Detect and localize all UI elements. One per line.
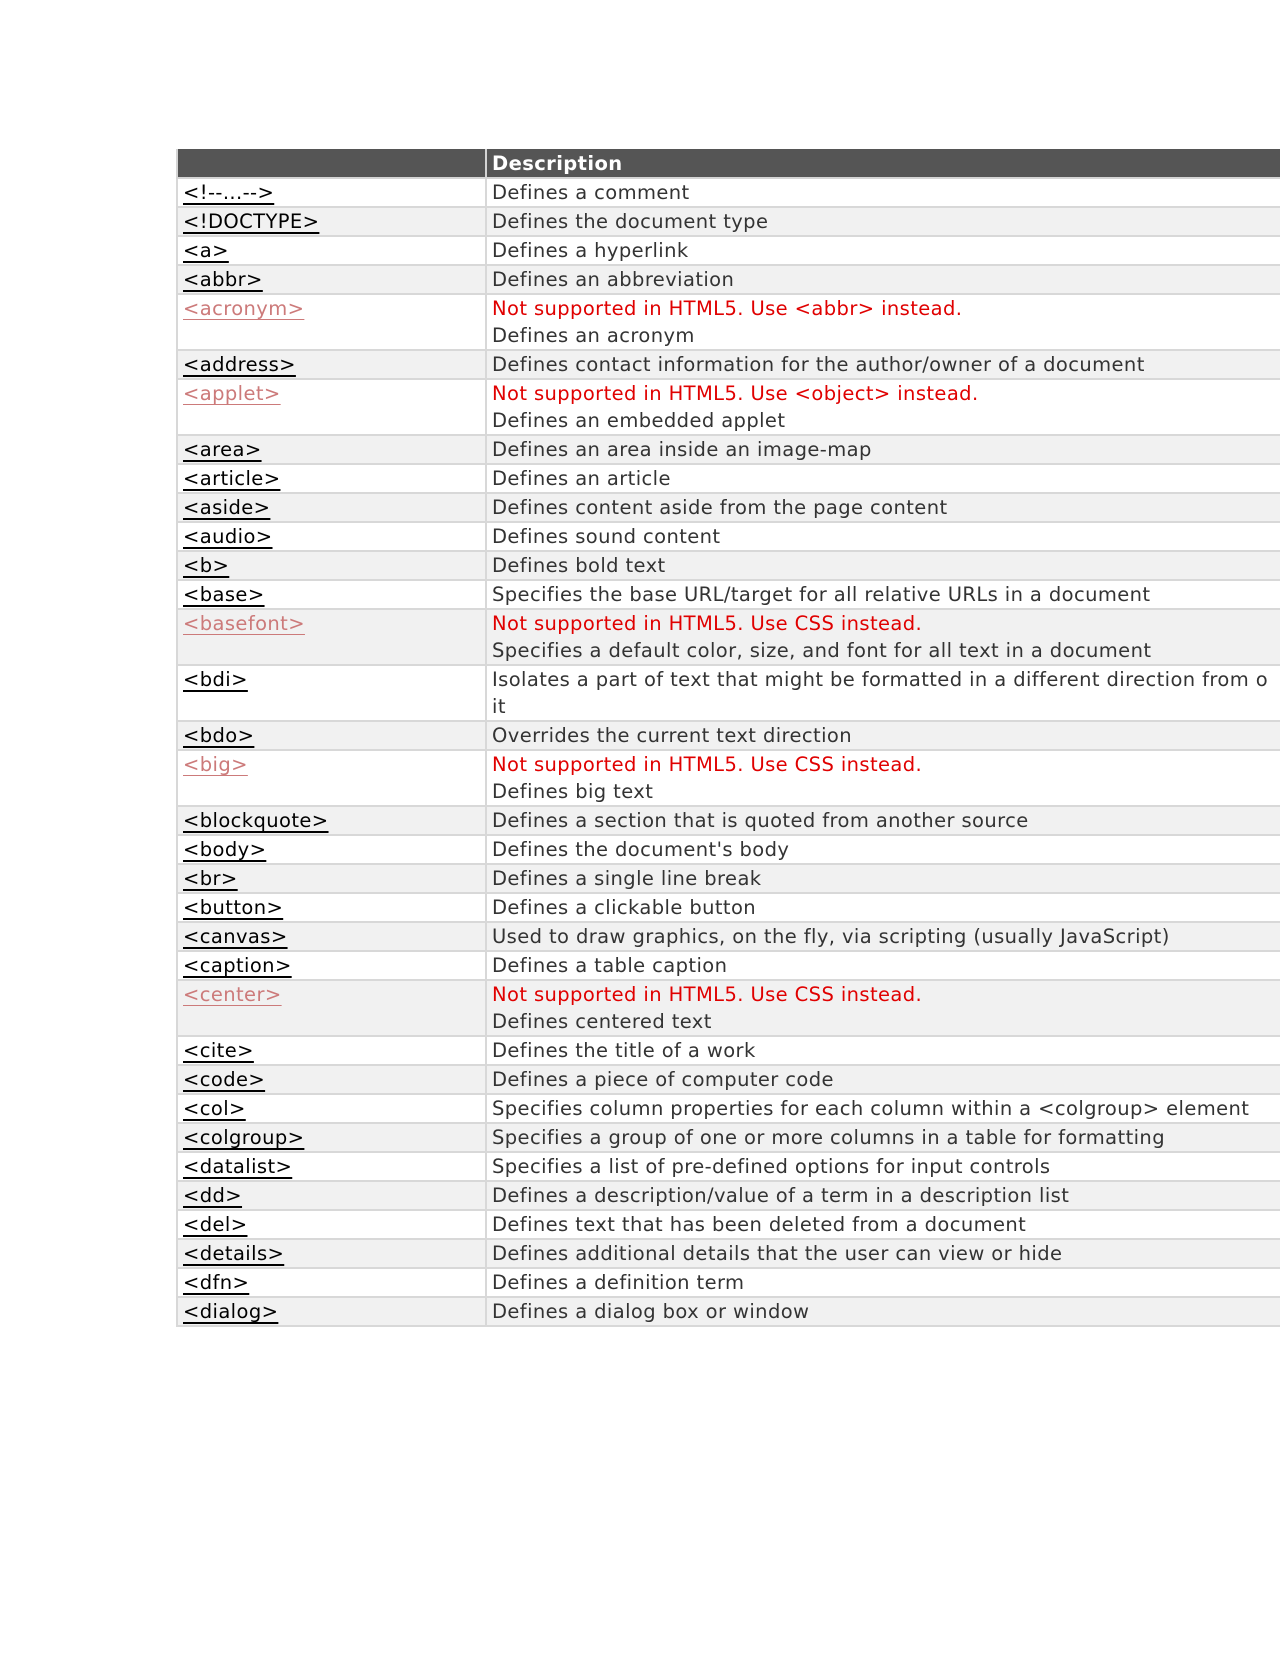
tag-cell xyxy=(177,1181,486,1210)
tag-cell xyxy=(177,1094,486,1123)
description-column-header: Description xyxy=(486,149,1280,178)
tag-cell xyxy=(177,1036,486,1065)
description-text: Defines a description/value of a term in a description list xyxy=(492,1184,1070,1207)
tag-cell xyxy=(177,1123,486,1152)
description-text: Isolates a part of text that might be formatted in a different direction from o xyxy=(492,668,1269,691)
tag-cell xyxy=(177,294,486,350)
description-cell xyxy=(486,665,1280,721)
description-text: Specifies a default color, size, and font for all text in a document xyxy=(492,639,1152,662)
table-row xyxy=(177,207,1280,236)
tag-link[interactable]: <details> xyxy=(183,1242,285,1265)
description-text: Defines a definition term xyxy=(492,1271,745,1294)
tag-cell xyxy=(177,265,486,294)
description-cell xyxy=(486,178,1280,207)
description-text: Defines bold text xyxy=(492,554,666,577)
tag-cell xyxy=(177,951,486,980)
tag-link[interactable]: <colgroup> xyxy=(183,1126,305,1149)
table-row xyxy=(177,1181,1280,1210)
table-row xyxy=(177,1210,1280,1239)
description-text: Defines an embedded applet xyxy=(492,409,786,432)
table-row xyxy=(177,178,1280,207)
tag-link[interactable]: <dfn> xyxy=(183,1271,250,1294)
description-text: Overrides the current text direction xyxy=(492,724,853,747)
description-text: Defines an acronym xyxy=(492,324,695,347)
description-text: Defines the document type xyxy=(492,210,769,233)
description-text: Defines additional details that the user can view or hide xyxy=(492,1242,1063,1265)
tag-cell xyxy=(177,922,486,951)
description-text: Defines a section that is quoted from another source xyxy=(492,809,1029,832)
description-text: Defines a table caption xyxy=(492,954,728,977)
tag-link[interactable]: <body> xyxy=(183,838,267,861)
tag-link[interactable]: <caption> xyxy=(183,954,292,977)
table-row xyxy=(177,1239,1280,1268)
description-cell xyxy=(486,893,1280,922)
tag-link[interactable]: <bdi> xyxy=(183,668,248,691)
tag-cell xyxy=(177,493,486,522)
tag-cell xyxy=(177,980,486,1036)
tag-link[interactable]: <a> xyxy=(183,239,229,262)
tag-link[interactable]: <dd> xyxy=(183,1184,243,1207)
tag-cell xyxy=(177,835,486,864)
tag-cell xyxy=(177,1268,486,1297)
tag-cell xyxy=(177,236,486,265)
table-row xyxy=(177,750,1280,806)
tag-cell xyxy=(177,721,486,750)
tag-link[interactable]: <button> xyxy=(183,896,284,919)
table-row xyxy=(177,464,1280,493)
description-cell xyxy=(486,806,1280,835)
table-row xyxy=(177,1297,1280,1326)
description-cell xyxy=(486,1297,1280,1326)
description-cell xyxy=(486,522,1280,551)
table-row xyxy=(177,493,1280,522)
tag-link[interactable]: <address> xyxy=(183,353,296,376)
tag-link[interactable]: <b> xyxy=(183,554,230,577)
tag-cell xyxy=(177,1239,486,1268)
description-cell xyxy=(486,435,1280,464)
description-cell xyxy=(486,493,1280,522)
table-row xyxy=(177,522,1280,551)
tag-link[interactable]: <del> xyxy=(183,1213,248,1236)
description-text: Defines a single line break xyxy=(492,867,762,890)
table-row xyxy=(177,951,1280,980)
tag-link[interactable]: <big> xyxy=(183,753,248,776)
deprecation-warning: Not supported in HTML5. Use CSS instead. xyxy=(492,753,923,776)
description-cell xyxy=(486,265,1280,294)
tag-cell xyxy=(177,178,486,207)
description-cell xyxy=(486,1239,1280,1268)
description-text: Defines a hyperlink xyxy=(492,239,689,262)
deprecation-warning: Not supported in HTML5. Use <object> instead. xyxy=(492,382,979,405)
description-text: Specifies a group of one or more columns in a table for formatting xyxy=(492,1126,1165,1149)
description-cell xyxy=(486,835,1280,864)
description-cell xyxy=(486,1065,1280,1094)
table-body xyxy=(177,178,1280,1326)
description-cell xyxy=(486,609,1280,665)
tag-link[interactable]: <datalist> xyxy=(183,1155,293,1178)
description-cell xyxy=(486,721,1280,750)
tag-cell xyxy=(177,1065,486,1094)
tag-cell xyxy=(177,893,486,922)
deprecation-warning: Not supported in HTML5. Use CSS instead. xyxy=(492,983,923,1006)
tag-link[interactable]: <base> xyxy=(183,583,265,606)
description-cell xyxy=(486,236,1280,265)
tag-link[interactable]: <bdo> xyxy=(183,724,255,747)
description-cell xyxy=(486,1210,1280,1239)
description-cell xyxy=(486,464,1280,493)
description-text: Specifies column properties for each column within a <colgroup> element xyxy=(492,1097,1250,1120)
description-cell xyxy=(486,1036,1280,1065)
description-text: Defines the title of a work xyxy=(492,1039,756,1062)
tag-cell xyxy=(177,551,486,580)
description-text: Used to draw graphics, on the fly, via scripting (usually JavaScript) xyxy=(492,925,1170,948)
table-row xyxy=(177,864,1280,893)
table-row xyxy=(177,1152,1280,1181)
table-row xyxy=(177,1065,1280,1094)
table-row xyxy=(177,665,1280,721)
table-header-row xyxy=(177,149,1280,178)
table-row xyxy=(177,1094,1280,1123)
table-row xyxy=(177,1123,1280,1152)
table-row xyxy=(177,580,1280,609)
tag-cell xyxy=(177,1297,486,1326)
tag-cell xyxy=(177,806,486,835)
description-cell xyxy=(486,1123,1280,1152)
tag-link[interactable]: <aside> xyxy=(183,496,271,519)
description-text: Defines an article xyxy=(492,467,671,490)
description-text: Defines a dialog box or window xyxy=(492,1300,810,1323)
description-cell xyxy=(486,951,1280,980)
description-cell xyxy=(486,1094,1280,1123)
tag-link[interactable]: <col> xyxy=(183,1097,246,1120)
table-row xyxy=(177,435,1280,464)
description-text: Defines sound content xyxy=(492,525,721,548)
tag-cell xyxy=(177,1152,486,1181)
description-cell xyxy=(486,922,1280,951)
tag-link[interactable]: <audio> xyxy=(183,525,273,548)
description-text: Defines a piece of computer code xyxy=(492,1068,834,1091)
table-row xyxy=(177,350,1280,379)
description-cell xyxy=(486,580,1280,609)
table-row xyxy=(177,835,1280,864)
description-cell xyxy=(486,207,1280,236)
description-cell xyxy=(486,750,1280,806)
tag-link[interactable]: <abbr> xyxy=(183,268,263,291)
description-cell xyxy=(486,980,1280,1036)
tag-link[interactable]: <applet> xyxy=(183,382,281,405)
description-cell xyxy=(486,864,1280,893)
description-text: Defines a comment xyxy=(492,181,690,204)
tag-cell xyxy=(177,379,486,435)
table-row xyxy=(177,609,1280,665)
tag-link[interactable]: <!DOCTYPE> xyxy=(183,210,320,233)
table-row xyxy=(177,1036,1280,1065)
description-text: Defines content aside from the page content xyxy=(492,496,948,519)
tag-link[interactable]: <acronym> xyxy=(183,297,305,320)
tag-link[interactable]: <area> xyxy=(183,438,262,461)
description-cell xyxy=(486,294,1280,350)
tag-cell xyxy=(177,464,486,493)
table-row xyxy=(177,806,1280,835)
tag-link[interactable]: <!--...--> xyxy=(183,181,275,204)
description-text: Defines text that has been deleted from a document xyxy=(492,1213,1027,1236)
tag-link[interactable]: <dialog> xyxy=(183,1300,279,1323)
table-row xyxy=(177,294,1280,350)
tag-link[interactable]: <center> xyxy=(183,983,282,1006)
table-row xyxy=(177,721,1280,750)
tag-cell xyxy=(177,580,486,609)
table-row xyxy=(177,980,1280,1036)
table-row xyxy=(177,893,1280,922)
tag-cell xyxy=(177,207,486,236)
deprecation-warning: Not supported in HTML5. Use <abbr> instead. xyxy=(492,297,963,320)
table-row xyxy=(177,1268,1280,1297)
description-text: Defines the document's body xyxy=(492,838,790,861)
description-text-continued: it xyxy=(492,695,506,718)
description-text: Specifies the base URL/target for all relative URLs in a document xyxy=(492,583,1151,606)
tag-cell xyxy=(177,350,486,379)
tag-cell xyxy=(177,750,486,806)
tag-column-header xyxy=(177,149,486,178)
description-text: Defines a clickable button xyxy=(492,896,757,919)
description-cell xyxy=(486,1181,1280,1210)
description-cell xyxy=(486,1152,1280,1181)
html-tag-reference-table xyxy=(176,149,1280,1327)
table-row xyxy=(177,236,1280,265)
tag-cell xyxy=(177,665,486,721)
description-cell xyxy=(486,350,1280,379)
table-row xyxy=(177,379,1280,435)
tag-link[interactable]: <cite> xyxy=(183,1039,254,1062)
tag-cell xyxy=(177,522,486,551)
description-text: Defines contact information for the author/owner of a document xyxy=(492,353,1145,376)
deprecation-warning: Not supported in HTML5. Use CSS instead. xyxy=(492,612,923,635)
tag-link[interactable]: <br> xyxy=(183,867,238,890)
description-text: Specifies a list of pre-defined options for input controls xyxy=(492,1155,1051,1178)
tag-cell xyxy=(177,609,486,665)
table-row xyxy=(177,551,1280,580)
description-text: Defines big text xyxy=(492,780,654,803)
tag-link[interactable]: <canvas> xyxy=(183,925,288,948)
table-row xyxy=(177,922,1280,951)
description-text: Defines centered text xyxy=(492,1010,712,1033)
tag-link[interactable]: <basefont> xyxy=(183,612,305,635)
tag-link[interactable]: <article> xyxy=(183,467,281,490)
description-text: Defines an area inside an image-map xyxy=(492,438,872,461)
description-cell xyxy=(486,379,1280,435)
tag-cell xyxy=(177,435,486,464)
description-cell xyxy=(486,1268,1280,1297)
tag-cell xyxy=(177,1210,486,1239)
description-cell xyxy=(486,551,1280,580)
table-row xyxy=(177,265,1280,294)
tag-link[interactable]: <code> xyxy=(183,1068,266,1091)
description-text: Defines an abbreviation xyxy=(492,268,735,291)
tag-link[interactable]: <blockquote> xyxy=(183,809,329,832)
tag-cell xyxy=(177,864,486,893)
